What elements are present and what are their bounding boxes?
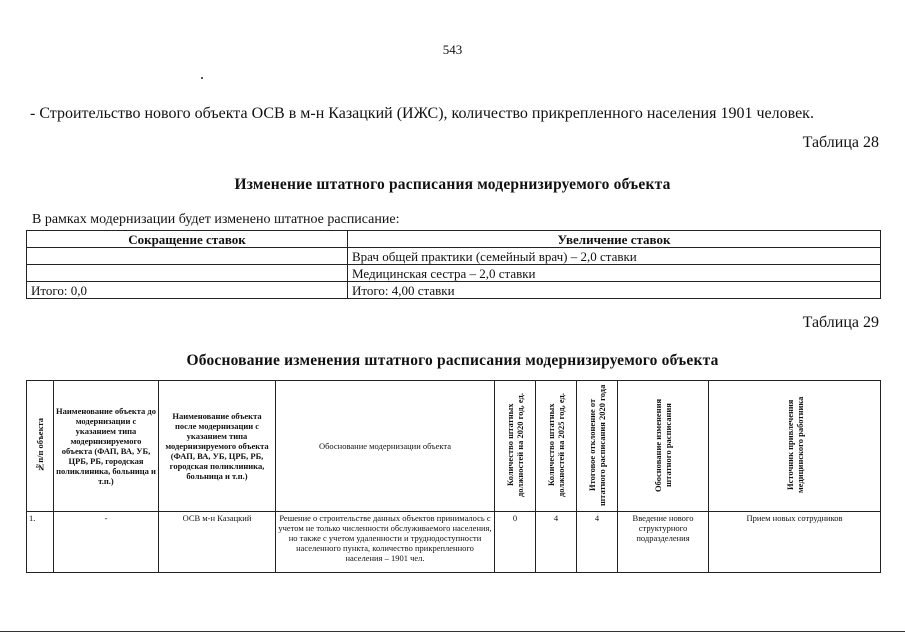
total-increase: Итого: 4,00 ставки [348,282,881,299]
table-28-heading: Изменение штатного расписания модернизируемого объекта [234,176,671,193]
header-name-before: Наименование объекта до модернизации с указанием типа модернизируемого объекта (ФАП, ВА, УБ, ЦРБ, РБ, городская поликлиника, больница и т.п.) [54,381,159,512]
header-count-2020: Количество штатных должностей на 2020 год, ед. [495,381,536,512]
header-reduction: Сокращение ставок [27,231,348,248]
table-29-heading: Обоснование изменения штатного расписания модернизируемого объекта [186,352,719,369]
staffing-change-table [26,230,881,299]
header-count-2025: Количество штатных должностей на 2025 год, ед. [536,381,577,512]
increase-item: Медицинская сестра – 2,0 ставки [348,265,881,282]
table-28-label: Таблица 28 [802,134,879,151]
cell-num: 1. [27,512,54,573]
intro-paragraph: - Строительство нового объекта ОСВ в м-н Казацкий (ИЖС), количество прикрепленного населения 1901 человек. [30,105,814,122]
table-29-label: Таблица 29 [802,314,879,331]
page-number: 543 [442,42,463,57]
cell-count-2020: 0 [495,512,536,573]
page-bottom-rule [0,631,905,632]
total-reduction: Итого: 0,0 [27,282,348,299]
table-row [27,512,881,573]
increase-item: Врач общей практики (семейный врач) – 2,0 ставки [348,248,881,265]
table-28-lead: В рамках модернизации будет изменено штатное расписание: [32,212,400,227]
cell-deviation: 4 [577,512,618,573]
reduction-cell [27,248,348,265]
header-change-reason: Обоснование изменения штатного расписания [618,381,709,512]
header-num: №п/п объекта [27,381,54,512]
cell-staff-source: Прием новых сотрудников [709,512,881,573]
header-justification: Обоснование модернизации объекта [276,381,495,512]
header-staff-source: Источник привлечения медицинского работника [709,381,881,512]
header-increase: Увеличение ставок [348,231,881,248]
cell-change-reason: Введение нового структурного подразделения [618,512,709,573]
staffing-justification-table [26,380,881,573]
cell-name-before: - [54,512,159,573]
scan-speck [201,77,203,79]
cell-name-after: ОСВ м-н Казацкий [159,512,276,573]
reduction-cell [27,265,348,282]
cell-justification: Решение о строительстве данных объектов принималось с учетом не только численности обслуживаемого населения, но также с учетом удаленности и труднодоступности населенного пункта, количество прикрепленного населения – 1901 чел. [276,512,495,573]
header-deviation: Итоговое отклонение от штатного расписания 2020 года [577,381,618,512]
header-name-after: Наименование объекта после модернизации с указанием типа модернизируемого объекта (ФАП, ВА, УБ, ЦРБ, РБ, городская поликлиника, больница и т.п.) [159,381,276,512]
cell-count-2025: 4 [536,512,577,573]
